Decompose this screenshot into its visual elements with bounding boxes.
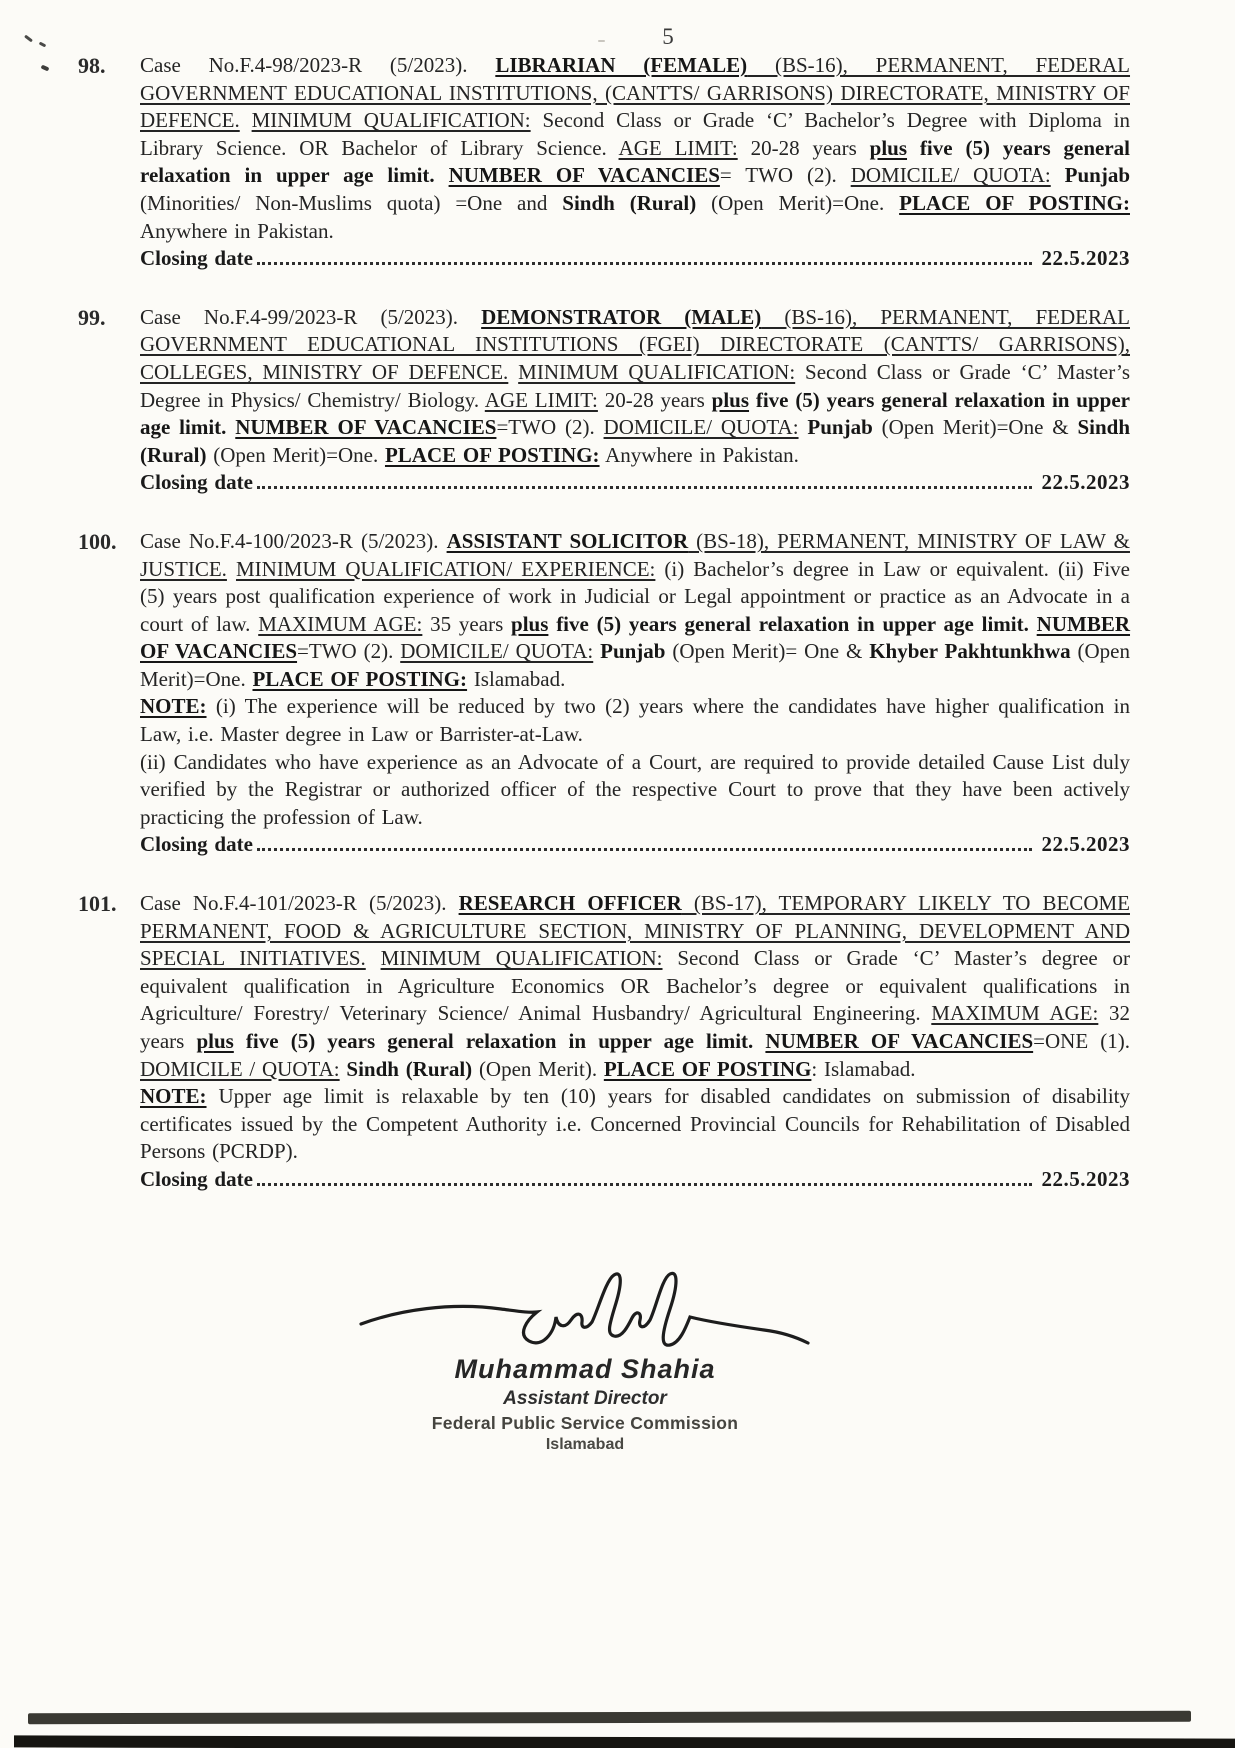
closing-date-value: 22.5.2023 [1041,832,1130,857]
signatory-city: Islamabad [545,1436,625,1453]
scan-speckle [41,65,50,72]
closing-date-row [140,831,1130,859]
page-number: 5 [662,24,674,49]
case-list [78,52,1130,1225]
case-item [78,890,1130,1194]
case-body [140,528,1130,859]
case-number: 98. [78,53,106,78]
closing-date-row [140,1166,1130,1194]
closing-date-value: 22.5.2023 [1041,1166,1130,1191]
case-number: 101. [78,891,117,917]
case-body [140,304,1130,497]
signatory-title: Assistant Director [503,1388,667,1409]
closing-date-label: Closing date [140,1166,253,1191]
signatory-name: Muhammad Shahia [454,1354,716,1384]
closing-date-label: Closing date [140,470,253,495]
scan-speckle [39,42,47,48]
closing-date-value: 22.5.2023 [1041,246,1130,271]
closing-date-row [140,245,1130,273]
dotted-leader [257,485,1032,489]
paragraph: NOTE: (i) The experience will be reduced by two (2) years where the candidates have higher qualification in Law, i.e. Master degree in Law or Barrister-at-Law. [140,694,1130,747]
case-item [78,52,1130,273]
dotted-leader [257,261,1032,265]
signatory-org: Federal Public Service Commission [431,1413,739,1433]
scan-artifact-bar [14,1735,1235,1748]
signature-block [345,1268,825,1454]
paragraph: NOTE: Upper age limit is relaxable by ten (10) years for disabled candidates on submission of disability certificates issued by the Competent Authority i.e. Concerned Provincial Councils for Rehabilitation of Disabled Persons (PCRDP). [140,1084,1130,1164]
closing-date-value: 22.5.2023 [1041,470,1130,495]
closing-date-label: Closing date [140,246,253,271]
paragraph: (ii) Candidates who have experience as an Advocate of a Court, are required to provide detailed Cause List duly verified by the Registrar or authorized officer of the respective Court to prove that they have been actively practicing the profession of Law. [140,749,1130,829]
case-body [140,890,1130,1194]
scan-speckle [598,40,605,42]
case-number: 100. [78,528,117,554]
scan-artifact-bar [28,1711,1191,1724]
scan-speckle [24,35,33,43]
case-item [78,528,1130,859]
case-number: 99. [78,304,106,330]
dotted-leader [257,1182,1032,1186]
paragraph: Case No.F.4-101/2023-R (5/2023). RESEARCH OFFICER (BS-17), TEMPORARY LIKELY TO BECOME PERMANENT, FOOD & AGRICULTURE SECTION, MINISTRY OF PLANNING, DEVELOPMENT AND SPECIAL INITIATIVES. MINIMUM QUALIFICATION: Second Class or Grade ‘C’ Master’s degree or equivalent qualification in Agriculture Economics OR Bachelor’s degree or equivalent qualifications in Agriculture/ Forestry/ Veterinary Science/ Animal Husbandry/ Agricultural Engineering. MAXIMUM AGE: 32 years plus five (5) years general relaxation in upper age limit. NUMBER OF VACANCIES=ONE (1). DOMICILE / QUOTA: Sindh (Rural) (Open Merit). PLACE OF POSTING: Islamabad. [140,891,1131,1081]
paragraph: Case No.F.4-98/2023-R (5/2023). LIBRARIAN (FEMALE) (BS-16), PERMANENT, FEDERAL GOVERNMENT EDUCATIONAL INSTITUTIONS, (CANTTS/ GARRISONS) DIRECTORATE, MINISTRY OF DEFENCE. MINIMUM QUALIFICATION: Second Class or Grade ‘C’ Bachelor’s Degree with Diploma in Library Science. OR Bachelor of Library Science. AGE LIMIT: 20-28 years plus five (5) years general relaxation in upper age limit. NUMBER OF VACANCIES= TWO (2). DOMICILE/ QUOTA: Punjab (Minorities/ Non-Muslims quota) =One and Sindh (Rural) (Open Merit)=One. PLACE OF POSTING: Anywhere in Pakistan. [140,53,1131,243]
case-body [140,52,1130,273]
closing-date-label: Closing date [140,832,253,857]
paragraph: Case No.F.4-100/2023-R (5/2023). ASSISTANT SOLICITOR (BS-18), PERMANENT, MINISTRY OF LAW & JUSTICE. MINIMUM QUALIFICATION/ EXPERIENCE: (i) Bachelor’s degree in Law or equivalent. (ii) Five (5) years post qualification experience of work in Judicial or Legal appointment or practice as an Advocate in a court of law. MAXIMUM AGE: 35 years plus five (5) years general relaxation in upper age limit. NUMBER OF VACANCIES=TWO (2). DOMICILE/ QUOTA: Punjab (Open Merit)= One & Khyber Pakhtunkhwa (Open Merit)=One. PLACE OF POSTING: Islamabad. [140,528,1131,691]
case-item [78,304,1130,497]
closing-date-row [140,469,1130,497]
signature-image [355,1268,815,1360]
paragraph: Case No.F.4-99/2023-R (5/2023). DEMONSTRATOR (MALE) (BS-16), PERMANENT, FEDERAL GOVERNMENT EDUCATIONAL INSTITUTIONS (FGEI) DIRECTORATE (CANTTS/ GARRISONS), COLLEGES, MINISTRY OF DEFENCE. MINIMUM QUALIFICATION: Second Class or Grade ‘C’ Master’s Degree in Physics/ Chemistry/ Biology. AGE LIMIT: 20-28 years plus five (5) years general relaxation in upper age limit. NUMBER OF VACANCIES=TWO (2). DOMICILE/ QUOTA: Punjab (Open Merit)=One & Sindh (Rural) (Open Merit)=One. PLACE OF POSTING: Anywhere in Pakistan. [140,304,1131,467]
dotted-leader [257,847,1032,851]
